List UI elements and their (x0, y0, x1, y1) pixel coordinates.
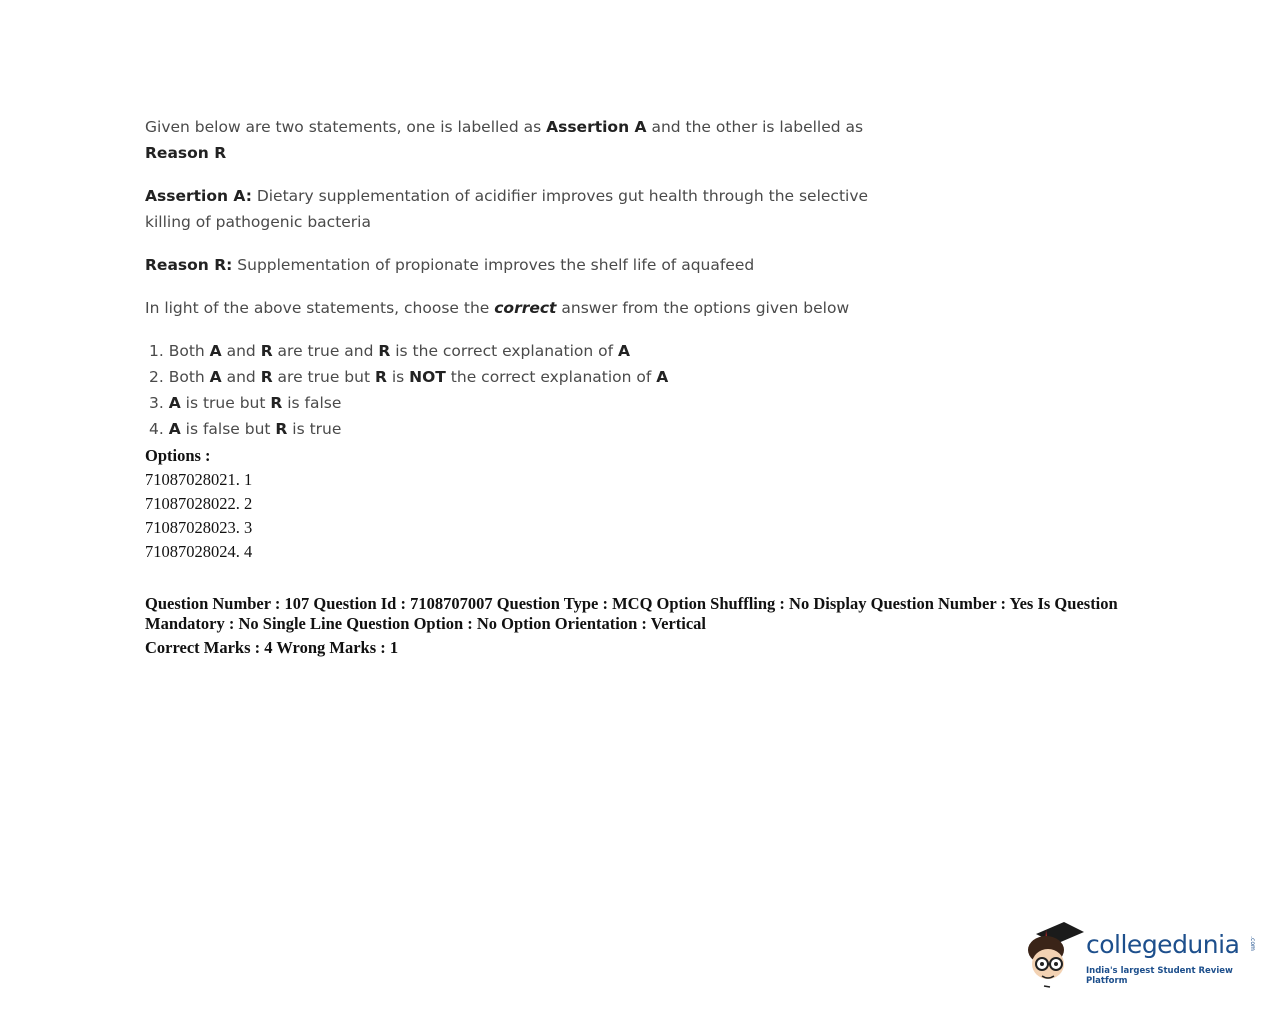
choice-item: 3. A is true but R is false (149, 394, 342, 412)
reason-term: Reason R (145, 144, 227, 162)
assertion-text: Dietary supplementation of acidifier improves gut health through the selective (251, 187, 869, 205)
options-block (145, 444, 252, 564)
reason-statement (145, 252, 885, 278)
choice-item: 2. Both A and R are true but R is NOT the correct explanation of A (149, 368, 669, 386)
instruction-emphasis: correct (494, 299, 557, 317)
logo-brand: collegedunia (1086, 930, 1240, 959)
option-item: 71087028024. 4 (145, 542, 253, 561)
instruction-part: answer from the options given below (556, 299, 850, 317)
question-meta-line: Question Number : 107 Question Id : 7108707007 Question Type : MCQ Option Shuffling : No Display Question Number : Yes Is Question Mandatory : No Single Line Question Option : No Option Orientation : Vertical (145, 594, 1118, 633)
choice-list (145, 338, 885, 442)
option-item: 71087028021. 1 (145, 470, 253, 489)
mascot-icon (1024, 918, 1086, 990)
question-meta (145, 594, 1125, 658)
assertion-term: Assertion A (546, 118, 647, 136)
marks-line: Correct Marks : 4 Wrong Marks : 1 (145, 638, 399, 657)
assertion-label: Assertion A: (145, 187, 252, 205)
assertion-statement (145, 183, 885, 209)
options-heading: Options : (145, 446, 211, 465)
reason-label: Reason R: (145, 256, 233, 274)
logo-tagline: India's largest Student Review Platform (1086, 966, 1233, 986)
logo-com: .com (1248, 936, 1256, 951)
choice-item: 1. Both A and R are true and R is the correct explanation of A (149, 342, 630, 360)
choice-item: 4. A is false but R is true (149, 420, 342, 438)
question-block (145, 114, 885, 442)
reason-text: Supplementation of propionate improves the shelf life of aquafeed (232, 256, 755, 274)
intro-text (145, 114, 885, 140)
option-item: 71087028022. 2 (145, 494, 253, 513)
instruction-text (145, 295, 885, 321)
intro-part: and the other is labelled as (646, 118, 864, 136)
intro-part: Given below are two statements, one is labelled as (145, 118, 547, 136)
collegedunia-logo (1024, 918, 1264, 990)
instruction-part: In light of the above statements, choose the (145, 299, 495, 317)
assertion-text-cont: killing of pathogenic bacteria (145, 213, 371, 231)
option-item: 71087028023. 3 (145, 518, 253, 537)
